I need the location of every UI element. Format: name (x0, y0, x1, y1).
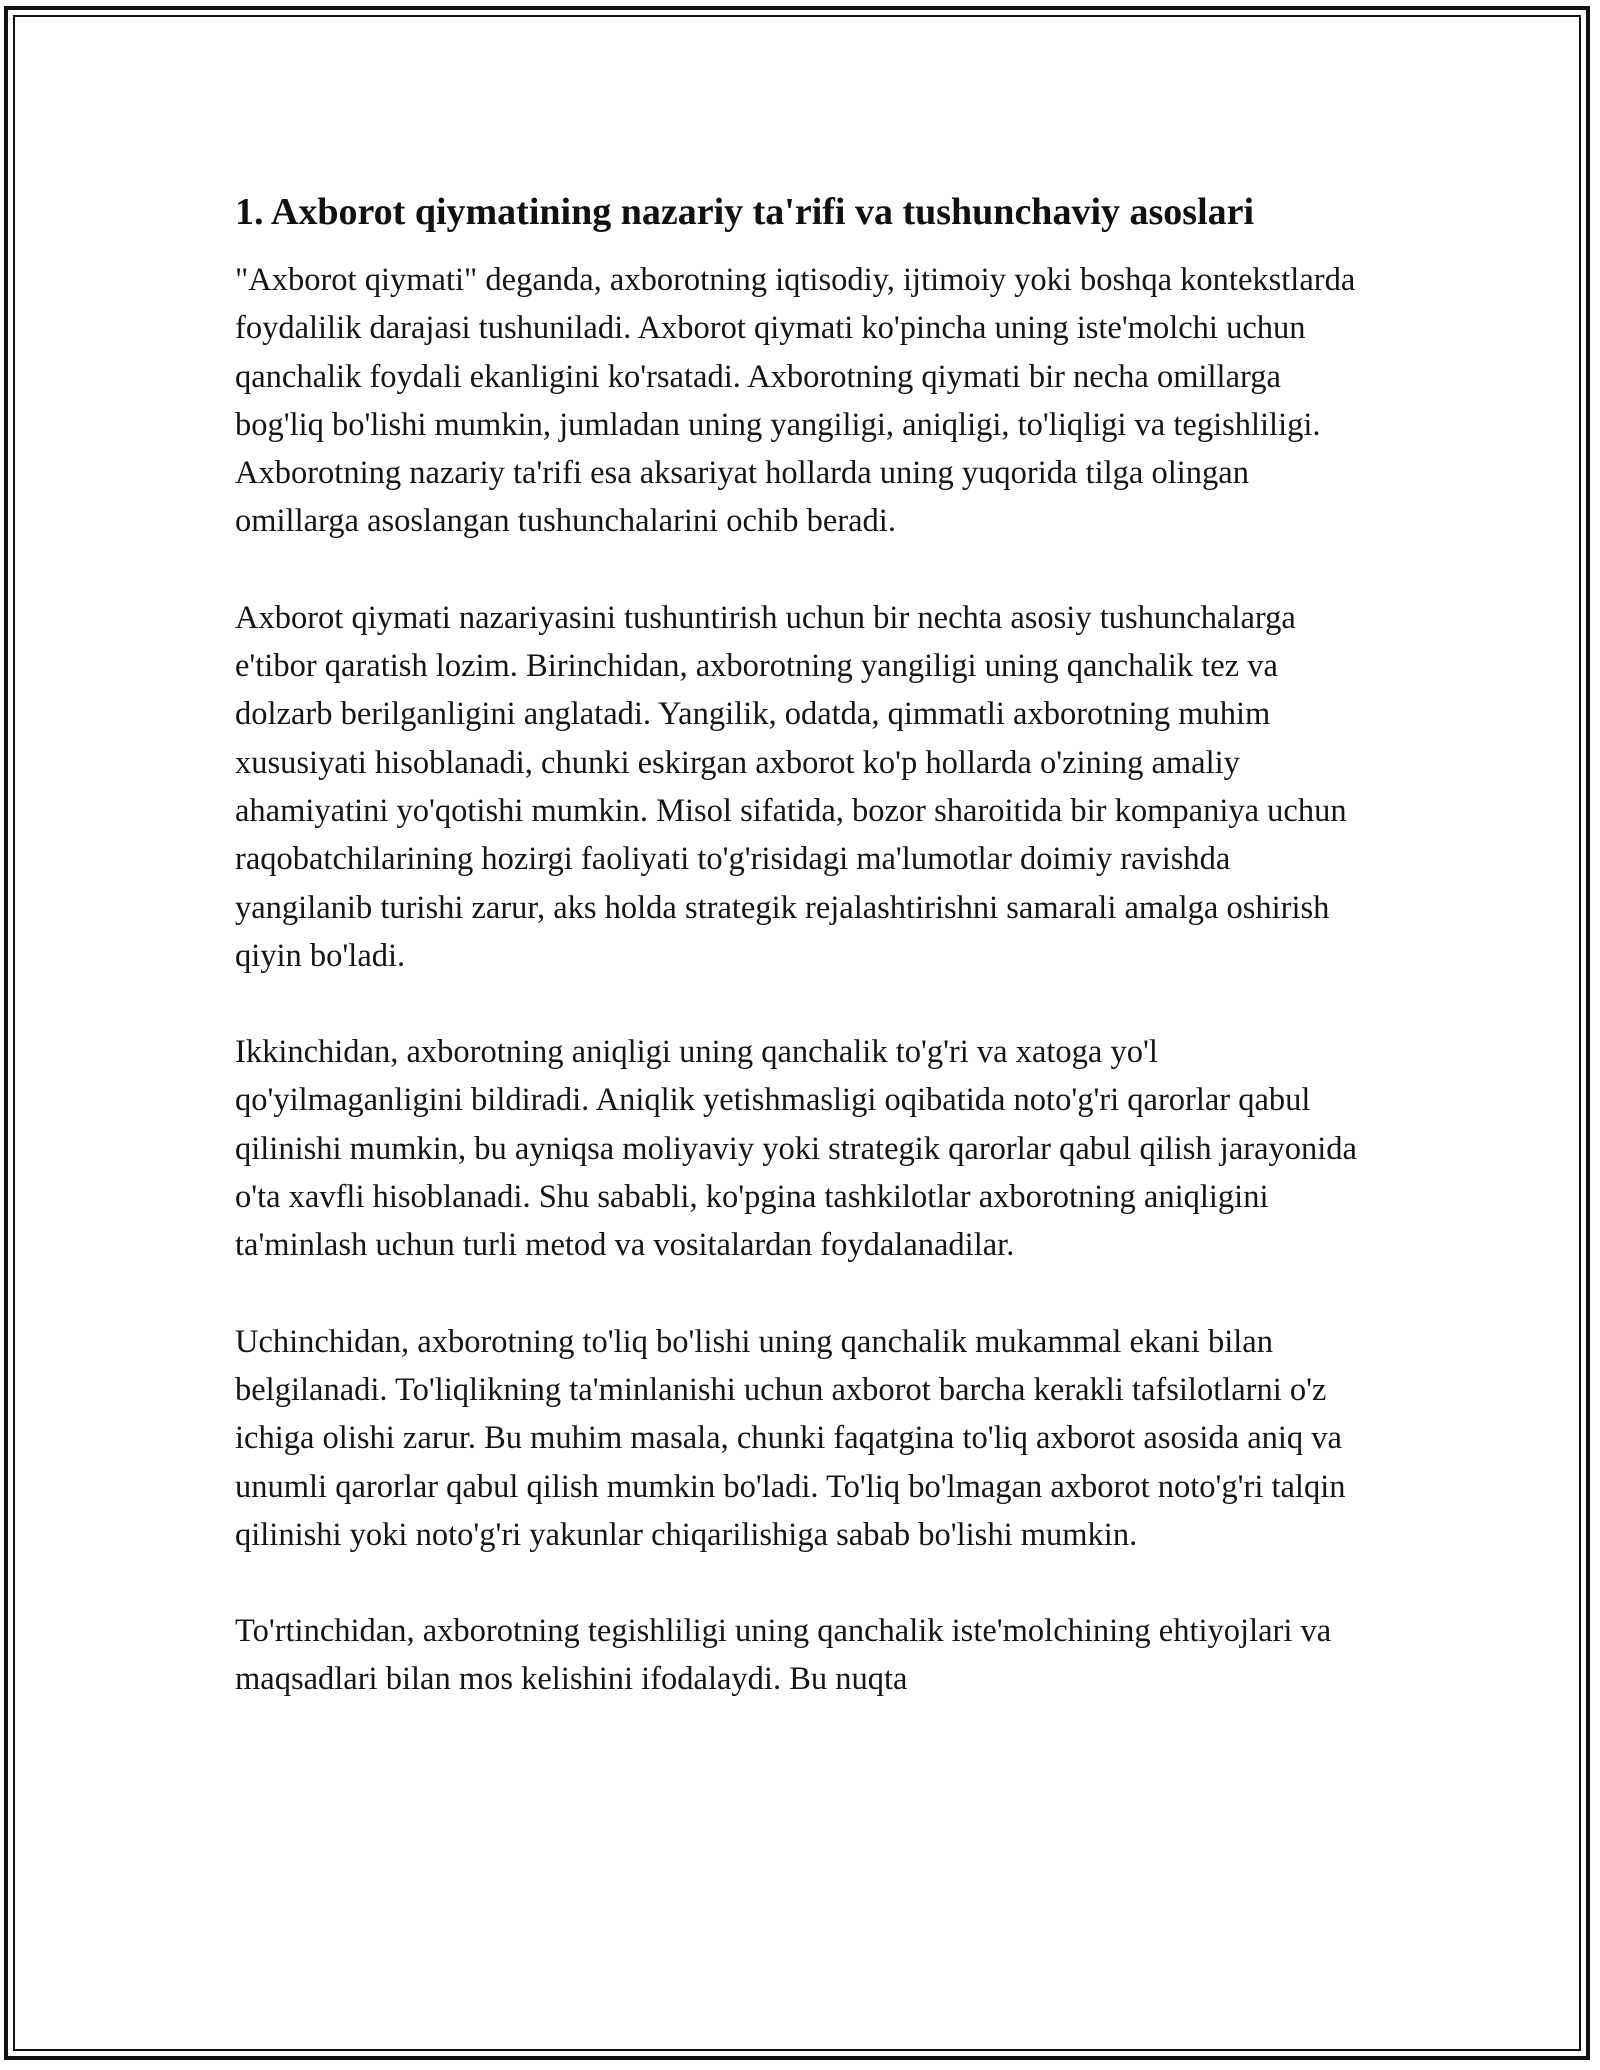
paragraph-1: "Axborot qiymati" deganda, axborotning iqtisodiy, ijtimoiy yoki boshqa kontekstlarda foydalilik darajasi tushuniladi. Axborot qiymati ko'pincha uning iste'molchi uchun qanchalik foydali ekanligini ko'rsatadi. Axborotning qiymati bir necha omillarga bog'liq bo'lishi mumkin, jumladan uning yangiligi, aniqligi, to'liqligi va tegishliligi. Axborotning nazariy ta'rifi esa aksariyat hollarda uning yuqorida tilga olingan omillarga asoslangan tushunchalarini ochib beradi. (235, 262, 1356, 540)
document-body (235, 186, 1375, 1752)
section-heading: 1. Axborot qiymatining nazariy ta'rifi va tushunchaviy asoslari (235, 191, 1255, 233)
paragraph-4: Uchinchidan, axborotning to'liq bo'lishi uning qanchalik mukammal ekani bilan belgilanadi. To'liqlikning ta'minlanishi uchun axborot barcha kerakli tafsilotlarni o'z ichiga olishi zarur. Bu muhim masala, chunki faqatgina to'liq axborot asosida aniq va unumli qarorlar qabul qilish mumkin bo'ladi. To'liq bo'lmagan axborot noto'g'ri talqin qilinishi yoki noto'g'ri yakunlar chiqarilishiga sabab bo'lishi mumkin. (235, 1323, 1346, 1553)
paragraph-5: To'rtinchidan, axborotning tegishliligi uning qanchalik iste'molchining ehtiyojlari va maqsadlari bilan mos kelishini ifodalaydi. Bu nuqta (235, 1613, 1332, 1698)
paragraph-3: Ikkinchidan, axborotning aniqligi uning qanchalik to'g'ri va xatoga yo'l qo'yilmaganligini bildiradi. Aniqlik yetishmasligi oqibatida noto'g'ri qarorlar qabul qilinishi mumkin, bu ayniqsa moliyaviy yoki strategik qarorlar qabul qilish jarayonida o'ta xavfli hisoblanadi. Shu sababli, ko'pgina tashkilotlar axborotning aniqligini ta'minlash uchun turli metod va vositalardan foydalanadilar. (235, 1034, 1357, 1264)
paragraph-2: Axborot qiymati nazariyasini tushuntirish uchun bir nechta asosiy tushunchalarga e'tibor qaratish lozim. Birinchidan, axborotning yangiligi uning qanchalik tez va dolzarb berilganligini anglatadi. Yangilik, odatda, qimmatli axborotning muhim xususiyati hisoblanadi, chunki eskirgan axborot ko'p hollarda o'zining amaliy ahamiyatini yo'qotishi mumkin. Misol sifatida, bozor sharoitida bir kompaniya uchun raqobatchilarining hozirgi faoliyati to'g'risidagi ma'lumotlar doimiy ravishda yangilanib turishi zarur, aks holda strategik rejalashtirishni samarali amalga oshirish qiyin bo'ladi. (235, 599, 1347, 974)
